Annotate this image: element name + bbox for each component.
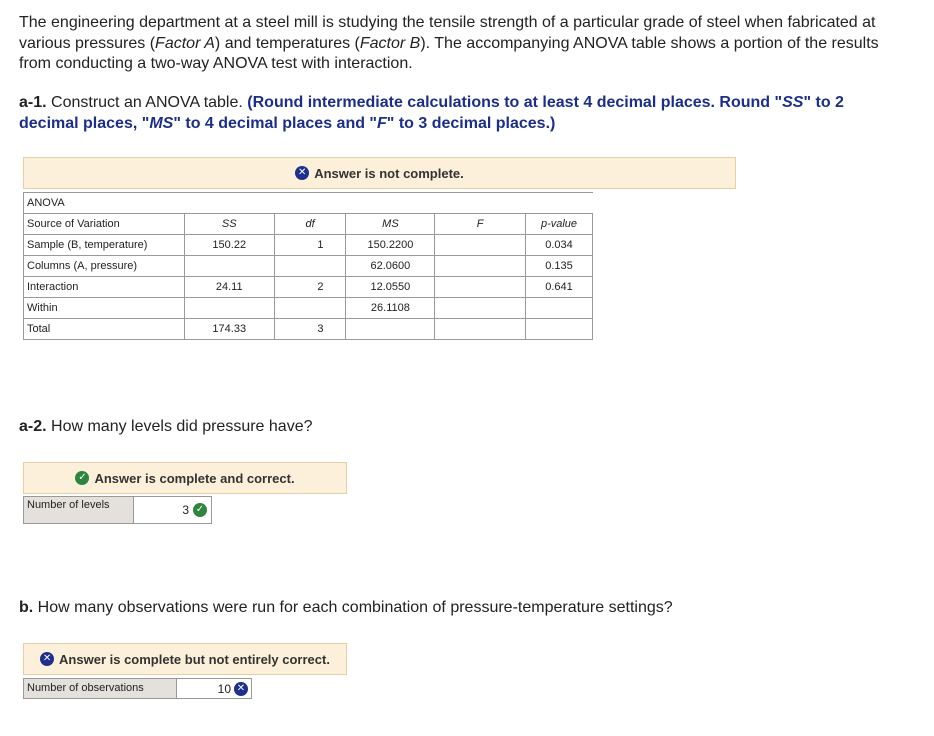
- cell-ms[interactable]: 26.1108: [346, 298, 435, 319]
- cell-p-value[interactable]: [526, 298, 593, 319]
- cell-ss[interactable]: 150.22: [184, 235, 274, 256]
- intro-text-3: ). The accompanying ANOVA table shows a portion of the results from conducting a two-way ANOVA test with interaction.: [19, 34, 879, 72]
- levels-label: Number of levels: [23, 496, 134, 524]
- cell-f[interactable]: [435, 256, 526, 277]
- cell-ss[interactable]: 24.11: [184, 277, 274, 298]
- intro-text-1: The engineering department at a steel mill is studying the tensile strength of a particular grade of steel when fabricated at various pressures (: [19, 14, 876, 52]
- status-banner-a2: [23, 462, 347, 494]
- question-text: Construct an ANOVA table.: [46, 94, 248, 111]
- cell-ss[interactable]: [184, 256, 274, 277]
- observations-label: Number of observations: [23, 678, 177, 699]
- problem-statement: [19, 13, 899, 75]
- anova-table: [23, 192, 593, 340]
- cell-p-value[interactable]: [526, 319, 593, 340]
- cell-f[interactable]: [435, 235, 526, 256]
- banner-text: Answer is not complete.: [314, 165, 464, 181]
- banner-text: Answer is complete and correct.: [94, 470, 295, 486]
- row-source: Columns (A, pressure): [24, 256, 185, 277]
- row-source: Sample (B, temperature): [24, 235, 185, 256]
- question-text: How many observations were run for each combination of pressure-temperature settings?: [33, 599, 673, 616]
- cell-ms[interactable]: 150.2200: [346, 235, 435, 256]
- cell-f[interactable]: [435, 277, 526, 298]
- levels-value: 3: [182, 503, 189, 517]
- x-circle-icon: ✕: [295, 166, 309, 180]
- header-ms: MS: [346, 214, 435, 235]
- x-circle-icon: ✕: [40, 652, 54, 666]
- table-title: ANOVA: [24, 193, 185, 214]
- cell-p-value[interactable]: 0.034: [526, 235, 593, 256]
- header-source: Source of Variation: [24, 214, 185, 235]
- header-p-value: p-value: [526, 214, 593, 235]
- header-df: df: [274, 214, 346, 235]
- check-circle-icon: ✓: [193, 503, 207, 517]
- table-row: [24, 277, 593, 298]
- table-row: [24, 319, 593, 340]
- cell-p-value[interactable]: 0.641: [526, 277, 593, 298]
- banner-text: Answer is complete but not entirely correct.: [59, 651, 330, 667]
- factor-b: Factor B: [359, 34, 421, 52]
- cell-df[interactable]: 2: [274, 277, 346, 298]
- factor-a: Factor A: [155, 34, 215, 52]
- cell-f[interactable]: [435, 298, 526, 319]
- levels-answer-field[interactable]: [133, 496, 212, 524]
- row-source: Total: [24, 319, 185, 340]
- cell-df[interactable]: [274, 256, 346, 277]
- question-b: [19, 599, 673, 617]
- cell-ms[interactable]: 62.0600: [346, 256, 435, 277]
- table-row: [24, 256, 593, 277]
- header-ss: SS: [184, 214, 274, 235]
- cell-ss[interactable]: 174.33: [184, 319, 274, 340]
- question-a2: [19, 418, 312, 436]
- cell-df[interactable]: [274, 298, 346, 319]
- status-banner-b: [23, 643, 347, 675]
- cell-ms[interactable]: [346, 319, 435, 340]
- cell-df[interactable]: 1: [274, 235, 346, 256]
- question-a1: [19, 93, 899, 134]
- observations-value: 10: [217, 681, 231, 696]
- rounding-instructions: (Round intermediate calculations to at least 4 decimal places. Round "SS" to 2 decimal places, "MS" to 4 decimal places and "F" to 3 decimal places.): [19, 94, 844, 132]
- table-row: [24, 298, 593, 319]
- observations-answer-field[interactable]: [176, 678, 252, 699]
- cell-ss[interactable]: [184, 298, 274, 319]
- question-number: a-2.: [19, 418, 47, 435]
- cell-df[interactable]: 3: [274, 319, 346, 340]
- question-number: b.: [19, 599, 34, 616]
- row-source: Within: [24, 298, 185, 319]
- cell-f[interactable]: [435, 319, 526, 340]
- question-text: How many levels did pressure have?: [46, 418, 313, 435]
- table-header-row: [24, 214, 593, 235]
- x-circle-icon: ✕: [234, 682, 248, 696]
- row-source: Interaction: [24, 277, 185, 298]
- cell-p-value[interactable]: 0.135: [526, 256, 593, 277]
- intro-text-2: ) and temperatures (: [214, 34, 360, 52]
- status-banner-a1: [23, 157, 736, 189]
- check-circle-icon: ✓: [75, 471, 89, 485]
- question-number: a-1.: [19, 94, 47, 111]
- cell-ms[interactable]: 12.0550: [346, 277, 435, 298]
- header-f: F: [435, 214, 526, 235]
- table-row: [24, 235, 593, 256]
